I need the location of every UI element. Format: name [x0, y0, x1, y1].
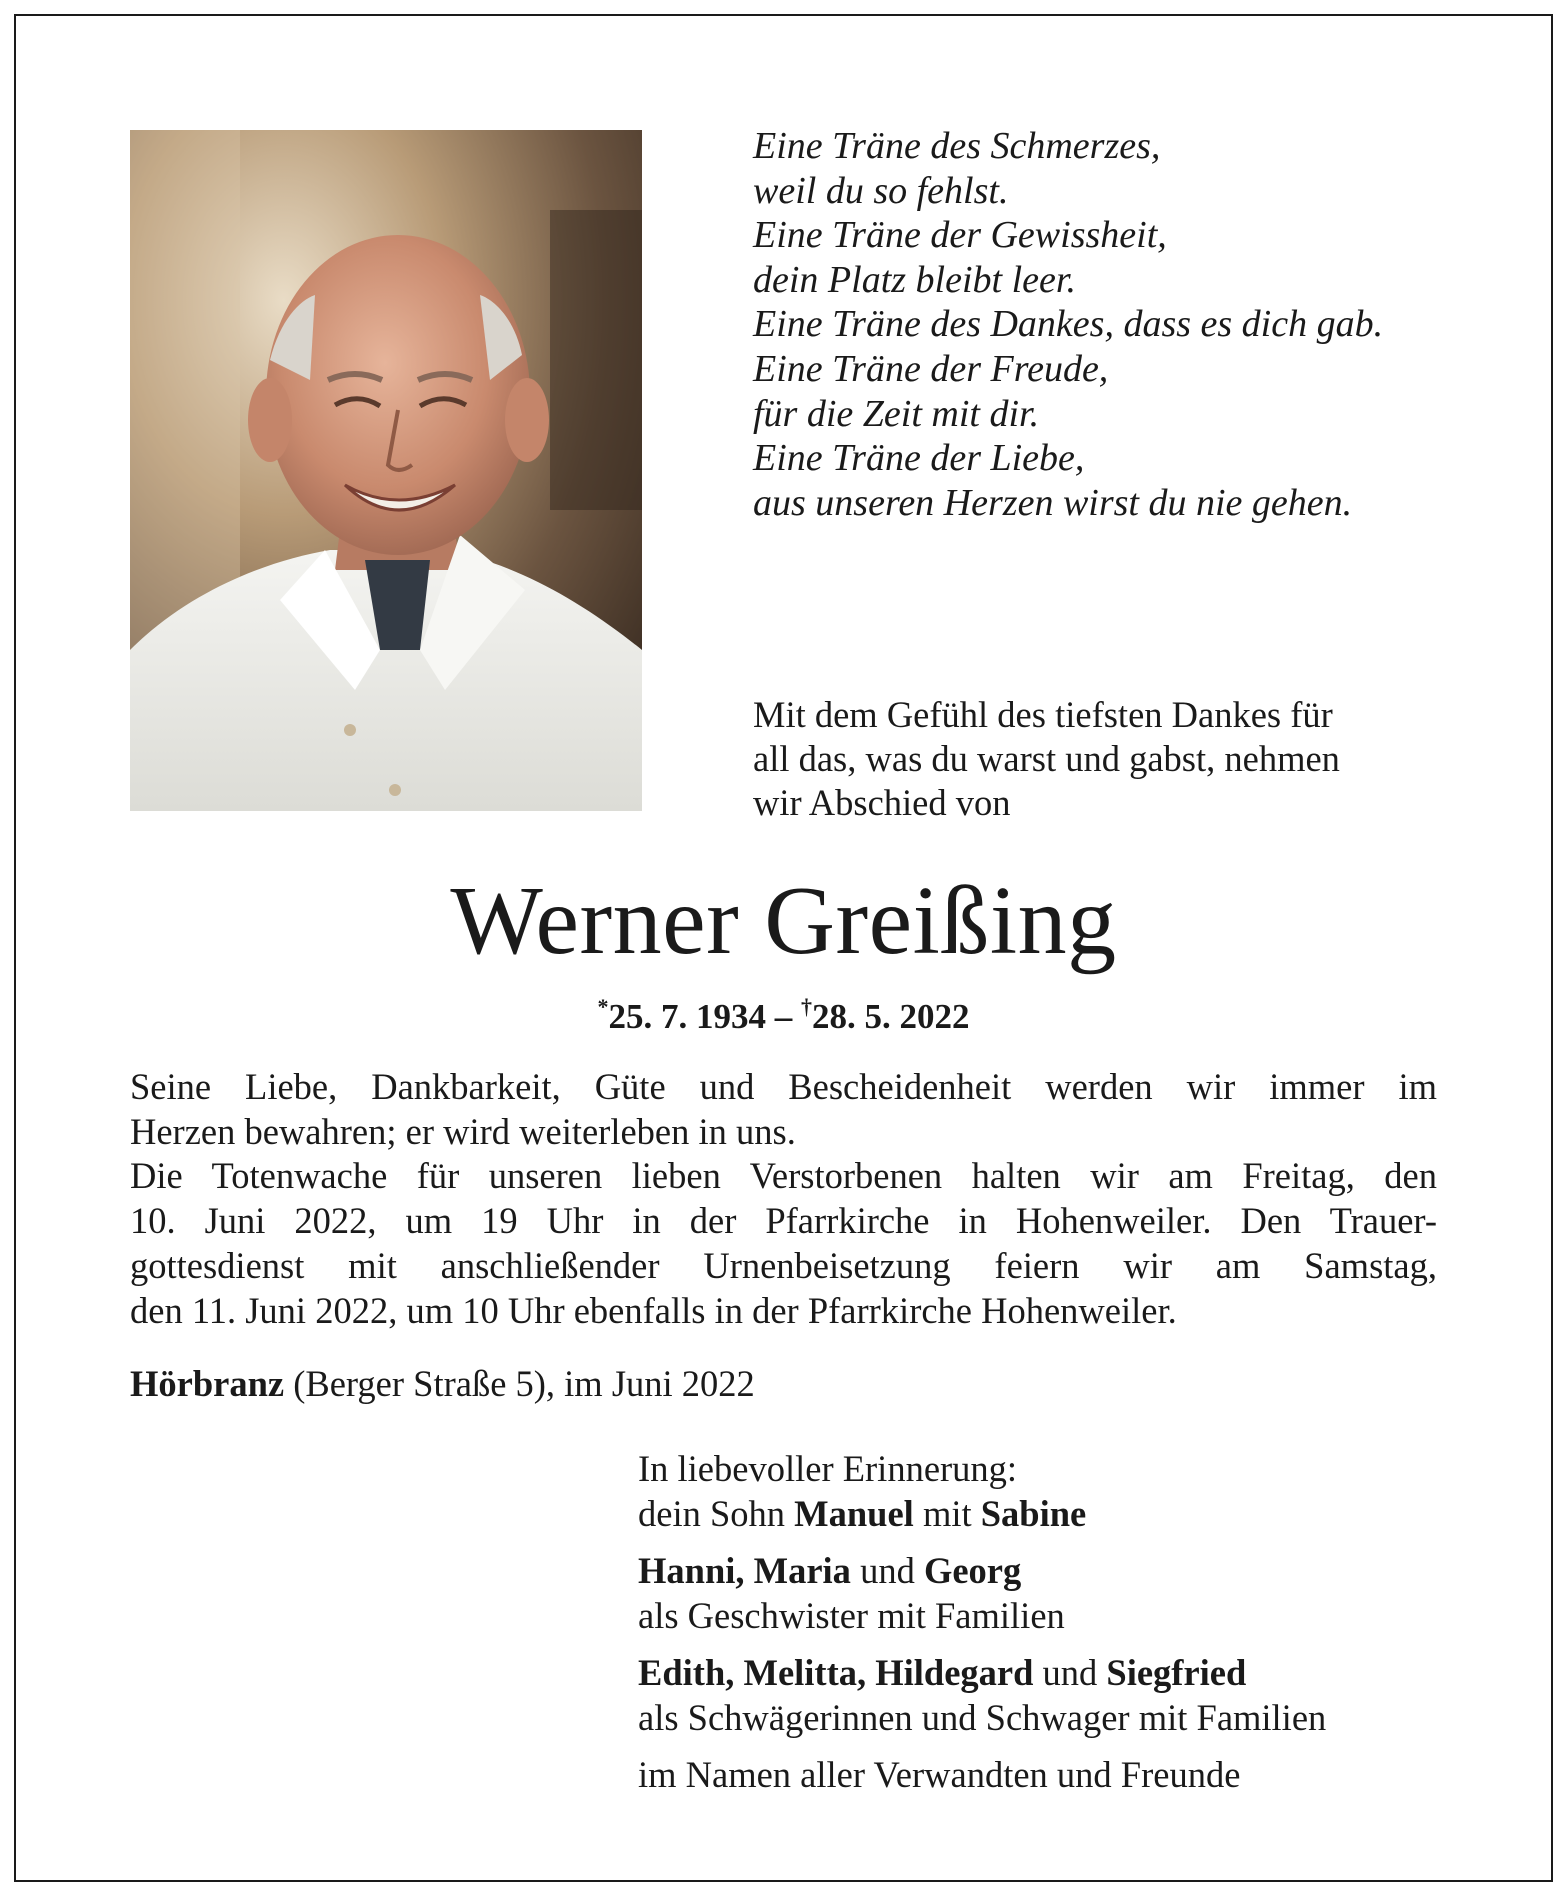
intro-line: Mit dem Gefühl des tiefsten Dankes für [753, 694, 1333, 735]
body-line: den 11. Juni 2022, um 10 Uhr ebenfalls in der Pfarrkirche Hohenweiler. [130, 1289, 1177, 1331]
poem-line: Eine Träne der Liebe, [753, 437, 1085, 480]
mourners-heading: In liebevoller Erinnerung: [638, 1448, 1018, 1489]
place-rest: (Berger Straße 5), im Juni 2022 [284, 1363, 755, 1404]
body-line: Seine Liebe, Dankbarkeit, Güte und Bescheidenheit werden wir immer im [130, 1066, 1437, 1107]
birth-symbol: * [597, 994, 609, 1019]
poem-line: für die Zeit mit dir. [753, 392, 1040, 435]
birth-date: 25. 7. 1934 [608, 997, 766, 1036]
mourners-list [638, 1446, 1478, 1797]
mourner-inlaws-names [638, 1650, 1478, 1695]
memorial-poem [753, 124, 1473, 525]
body-line: Die Totenwache für unseren lieben Verstorbenen halten wir am Freitag, den [130, 1155, 1437, 1197]
poem-line: Eine Träne der Freude, [753, 347, 1109, 390]
portrait-illustration [130, 130, 642, 811]
mourner-inlaws-role: als Schwägerinnen und Schwager mit Familien [638, 1697, 1327, 1738]
farewell-intro [753, 693, 1473, 825]
poem-line: weil du so fehlst. [753, 169, 1009, 212]
body-line: Herzen bewahren; er wird weiterleben in uns. [130, 1110, 796, 1152]
intro-line: wir Abschied von [753, 782, 1011, 823]
sibling-names: Hanni, Maria [638, 1550, 851, 1591]
poem-line: Eine Träne der Gewissheit, [753, 214, 1167, 257]
son-mit: mit [913, 1493, 981, 1534]
inlaw-und: und [1033, 1652, 1107, 1693]
deceased-name: Werner Greißing [450, 867, 1117, 975]
date-separator: – [766, 997, 801, 1036]
mourner-siblings-role: als Geschwister mit Familien [638, 1595, 1065, 1636]
notice-body [130, 1065, 1437, 1333]
life-dates [0, 985, 1567, 1039]
poem-line: dein Platz bleibt leer. [753, 258, 1076, 301]
mourners-closing: im Namen aller Verwandten und Freunde [638, 1754, 1241, 1795]
poem-line: Eine Träne des Schmerzes, [753, 125, 1161, 167]
inlaw-names: Edith, Melitta, Hildegard [638, 1652, 1034, 1693]
inlaw-name-last: Siegfried [1106, 1652, 1247, 1693]
body-line: gottesdienst mit anschließender Urnenbeisetzung feiern wir am Samstag, [130, 1244, 1437, 1286]
son-partner: Sabine [980, 1493, 1087, 1534]
mourner-siblings-names [638, 1548, 1478, 1593]
sibling-und: und [850, 1550, 924, 1591]
intro-line: all das, was du warst und gabst, nehmen [753, 738, 1340, 779]
death-date: 28. 5. 2022 [812, 997, 970, 1036]
death-symbol: † [801, 994, 812, 1019]
son-prefix: dein Sohn [638, 1493, 795, 1534]
place-town: Hörbranz [130, 1363, 285, 1404]
poem-line: aus unseren Herzen wirst du nie gehen. [753, 481, 1353, 524]
portrait-photo [130, 130, 642, 811]
place-and-date [130, 1362, 755, 1406]
son-name: Manuel [794, 1493, 914, 1534]
sibling-name-last: Georg [923, 1550, 1022, 1591]
body-line: 10. Juni 2022, um 19 Uhr in der Pfarrkirche in Hohenweiler. Den Trauer- [130, 1200, 1437, 1242]
mourner-son-line [638, 1491, 1478, 1536]
poem-line: Eine Träne des Dankes, dass es dich gab. [753, 303, 1384, 346]
